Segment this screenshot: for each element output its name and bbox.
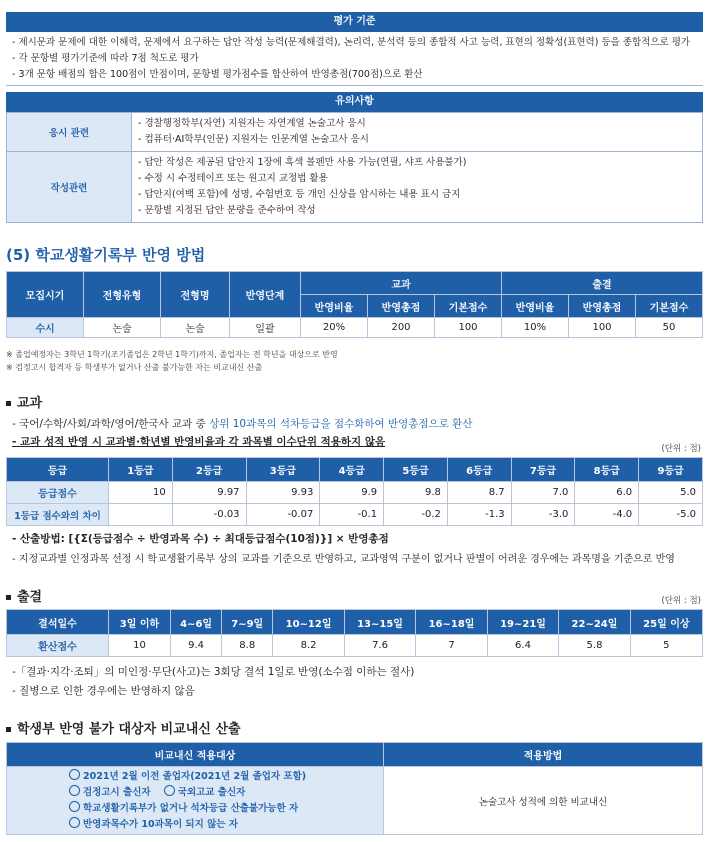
- header-attendance: 출결: [502, 272, 703, 295]
- header-ratio: 반영비율: [502, 295, 569, 318]
- score-cell: 9.8: [384, 482, 448, 504]
- cell-attendance-ratio: 10%: [502, 318, 569, 338]
- diff-cell: -3.0: [511, 504, 575, 526]
- grade-cell: 9등급: [639, 458, 703, 482]
- score-cell: 7.0: [511, 482, 575, 504]
- header-stage: 반영단계: [230, 272, 301, 318]
- notes-row: [7, 113, 703, 152]
- subject-line-1-highlight: 상위 10과목의 석차등급을 점수화하여 반영총점으로 환산: [209, 418, 473, 430]
- diff-cell: -1.3: [447, 504, 511, 526]
- absence-header: 결석일수: [7, 610, 109, 635]
- notes-line: - 답안지(여백 포함)에 성명, 수험번호 등 개인 신상을 암시하는 내용 표시 금지: [138, 189, 461, 200]
- subject-title-text: 교과: [17, 396, 43, 411]
- subject-note-line: - 지정교과별 인정과목 선정 시 학교생활기록부 상의 교과를 기준으로 반영하고, 교과영역 구분이 없거나 판별이 어려운 경우에는 과목명을 기준으로 반영: [12, 554, 675, 565]
- circle-icon: [69, 817, 80, 828]
- bullet-square-icon: [6, 727, 11, 732]
- converted-label: 환산점수: [7, 635, 109, 657]
- notes-label: 응시 관련: [7, 113, 132, 152]
- converted-cell: 7.6: [344, 635, 415, 657]
- criteria-lines: [6, 32, 703, 86]
- list-item: [69, 801, 382, 817]
- absence-cell: 22~24일: [559, 610, 630, 635]
- diff-cell: -4.0: [575, 504, 639, 526]
- circle-icon: [164, 785, 175, 796]
- cell-type: 논술: [84, 318, 161, 338]
- score-cell: 6.0: [575, 482, 639, 504]
- header-base: 기본점수: [435, 295, 502, 318]
- diff-cell: -0.1: [320, 504, 384, 526]
- absence-cell: 25일 이상: [630, 610, 702, 635]
- notes-line: - 경찰행정학부(자연) 지원자는 자연계열 논술고사 응시: [138, 118, 366, 129]
- criteria-section: [6, 12, 703, 86]
- reflection-table: [6, 271, 703, 338]
- list-item: [69, 769, 382, 785]
- attendance-title: [6, 586, 42, 605]
- cell-subject-total: 200: [368, 318, 435, 338]
- grade-cell: 1등급: [109, 458, 173, 482]
- notes-line: - 답안 작성은 제공된 답안지 1장에 흑색 볼펜만 사용 가능(연필, 샤프 사용불가): [138, 157, 467, 168]
- table-row: [7, 504, 703, 526]
- criteria-line: - 제시문과 문제에 대한 이해력, 문제에서 요구하는 답안 작성 능력(문제해결력), 논리력, 분석력 등의 종합적 사고 능력, 표현의 정확성(표현력) 등을 종합적으로 평가: [12, 37, 691, 48]
- target-text: 학교생활기록부가 없거나 석차등급 산출불가능한 자: [83, 802, 299, 814]
- subject-title: [6, 392, 42, 411]
- target-text: 국외고교 출신자: [177, 786, 246, 798]
- score-cell: 9.93: [246, 482, 320, 504]
- grade-cell: 3등급: [246, 458, 320, 482]
- method-cell: 논술고사 성적에 의한 비교내신: [384, 767, 703, 835]
- criteria-line: - 각 문항별 평가기준에 따라 7점 척도로 평가: [12, 53, 199, 64]
- table-row: [7, 635, 703, 657]
- converted-cell: 6.4: [487, 635, 558, 657]
- section-notes: [6, 348, 338, 374]
- circle-icon: [69, 785, 80, 796]
- notes-section: [6, 92, 703, 223]
- header-name: 전형명: [161, 272, 230, 318]
- attendance-table: [6, 609, 703, 657]
- grade-cell: 5등급: [384, 458, 448, 482]
- subject-line-1-prefix: - 국어/수학/사회/과학/영어/한국사 교과 중: [12, 418, 210, 430]
- table-row: [7, 482, 703, 504]
- converted-cell: 9.4: [171, 635, 222, 657]
- diff-cell: -5.0: [639, 504, 703, 526]
- bullet-square-icon: [6, 595, 11, 600]
- notes-label: 작성관련: [7, 152, 132, 223]
- score-cell: 8.7: [447, 482, 511, 504]
- criteria-header: 평가 기준: [6, 12, 703, 32]
- subject-line-2: - 교과 성적 반영 시 교과별·학년별 반영비율과 각 과목별 이수단위 적용하지 않음: [12, 436, 386, 448]
- score-cell: 10: [109, 482, 173, 504]
- table-row: [7, 767, 703, 835]
- grade-cell: 8등급: [575, 458, 639, 482]
- notes-line: - 수정 시 수정테이프 또는 원고지 교정법 활용: [138, 173, 328, 184]
- comparative-col2: 적용방법: [384, 743, 703, 767]
- cell-stage: 일괄: [230, 318, 301, 338]
- target-text: 검정고시 출신자: [83, 786, 151, 798]
- comparative-table: [6, 742, 703, 835]
- absence-cell: 16~18일: [416, 610, 487, 635]
- header-total: 반영총점: [368, 295, 435, 318]
- score-label: 등급점수: [7, 482, 109, 504]
- header-period: 모집시기: [7, 272, 84, 318]
- unit-label: (단위 : 점): [661, 444, 701, 454]
- header-type: 전형유형: [84, 272, 161, 318]
- footnote: ※ 검정고시 합격자 등 학생부가 없거나 산출 불가능한 자는 비교내신 산출: [6, 363, 263, 372]
- diff-label: 1등급 점수와의 차이: [7, 504, 109, 526]
- attendance-title-text: 출결: [17, 590, 43, 605]
- notes-row: [7, 152, 703, 223]
- score-cell: 9.9: [320, 482, 384, 504]
- table-row: [7, 318, 703, 338]
- list-item: [69, 785, 382, 801]
- score-cell: 5.0: [639, 482, 703, 504]
- header-ratio: 반영비율: [301, 295, 368, 318]
- grade-table: [6, 457, 703, 526]
- converted-cell: 8.8: [222, 635, 273, 657]
- diff-cell: [109, 504, 173, 526]
- criteria-line: - 3개 문항 배점의 합은 100점이 만점이며, 문항별 평가점수를 합산하여 반영총점(700점)으로 환산: [12, 69, 423, 80]
- notes-header: 유의사항: [6, 92, 703, 112]
- score-cell: 9.97: [172, 482, 246, 504]
- cell-attendance-total: 100: [569, 318, 636, 338]
- diff-cell: -0.07: [246, 504, 320, 526]
- notes-table: [6, 112, 703, 223]
- list-item: [69, 817, 382, 833]
- notes-text: [132, 113, 703, 152]
- cell-period: 수시: [7, 318, 84, 338]
- absence-cell: 4~6일: [171, 610, 222, 635]
- unit-label: (단위 : 점): [661, 596, 701, 606]
- header-base: 기본점수: [636, 295, 703, 318]
- cell-subject-base: 100: [435, 318, 502, 338]
- target-text: 반영과목수가 10과목이 되지 않는 자: [83, 818, 238, 830]
- header-subject: 교과: [301, 272, 502, 295]
- absence-cell: 3일 이하: [109, 610, 171, 635]
- circle-icon: [69, 801, 80, 812]
- absence-cell: 10~12일: [273, 610, 344, 635]
- comparative-col1: 비교내신 적용대상: [7, 743, 384, 767]
- comparative-title-text: 학생부 반영 불가 대상자 비교내신 산출: [17, 722, 241, 737]
- eligibility-list: [7, 767, 384, 835]
- diff-cell: -0.03: [172, 504, 246, 526]
- grade-cell: 4등급: [320, 458, 384, 482]
- absence-cell: 13~15일: [344, 610, 415, 635]
- converted-cell: 5: [630, 635, 702, 657]
- converted-cell: 5.8: [559, 635, 630, 657]
- absence-cell: 19~21일: [487, 610, 558, 635]
- cell-subject-ratio: 20%: [301, 318, 368, 338]
- converted-cell: 8.2: [273, 635, 344, 657]
- grade-cell: 7등급: [511, 458, 575, 482]
- notes-text: [132, 152, 703, 223]
- attendance-note: - 질병으로 인한 경우에는 반영하지 않음: [12, 685, 195, 697]
- circle-icon: [69, 769, 80, 780]
- attendance-note: -「결과·지각·조퇴」의 미인정·무단(사고)는 3회당 결석 1일로 반영(소수점 이하는 절사): [12, 666, 415, 678]
- section-title: (5) 학교생활기록부 반영 방법: [6, 246, 206, 264]
- formula-line: - 산출방법: [{Σ(등급점수 ÷ 반영과목 수) ÷ 최대등급점수(10점)}] × 반영총점: [12, 533, 389, 545]
- target-text: 2021년 2월 이전 졸업자(2021년 2월 졸업자 포함): [83, 770, 307, 782]
- cell-attendance-base: 50: [636, 318, 703, 338]
- cell-name: 논술: [161, 318, 230, 338]
- diff-cell: -0.2: [384, 504, 448, 526]
- grade-header: 등급: [7, 458, 109, 482]
- comparative-title: [6, 718, 241, 737]
- grade-cell: 6등급: [447, 458, 511, 482]
- converted-cell: 7: [416, 635, 487, 657]
- bullet-square-icon: [6, 401, 11, 406]
- notes-line: - 컴퓨터·AI학부(인문) 지원자는 인문계열 논술고사 응시: [138, 134, 369, 145]
- footnote: ※ 졸업예정자는 3학년 1학기(조기졸업은 2학년 1학기)까지, 졸업자는 전 학년을 대상으로 반영: [6, 350, 338, 359]
- notes-line: - 문항별 지정된 답안 분량을 준수하여 작성: [138, 205, 316, 216]
- header-total: 반영총점: [569, 295, 636, 318]
- subject-line-1: [12, 416, 472, 431]
- grade-cell: 2등급: [172, 458, 246, 482]
- absence-cell: 7~9일: [222, 610, 273, 635]
- converted-cell: 10: [109, 635, 171, 657]
